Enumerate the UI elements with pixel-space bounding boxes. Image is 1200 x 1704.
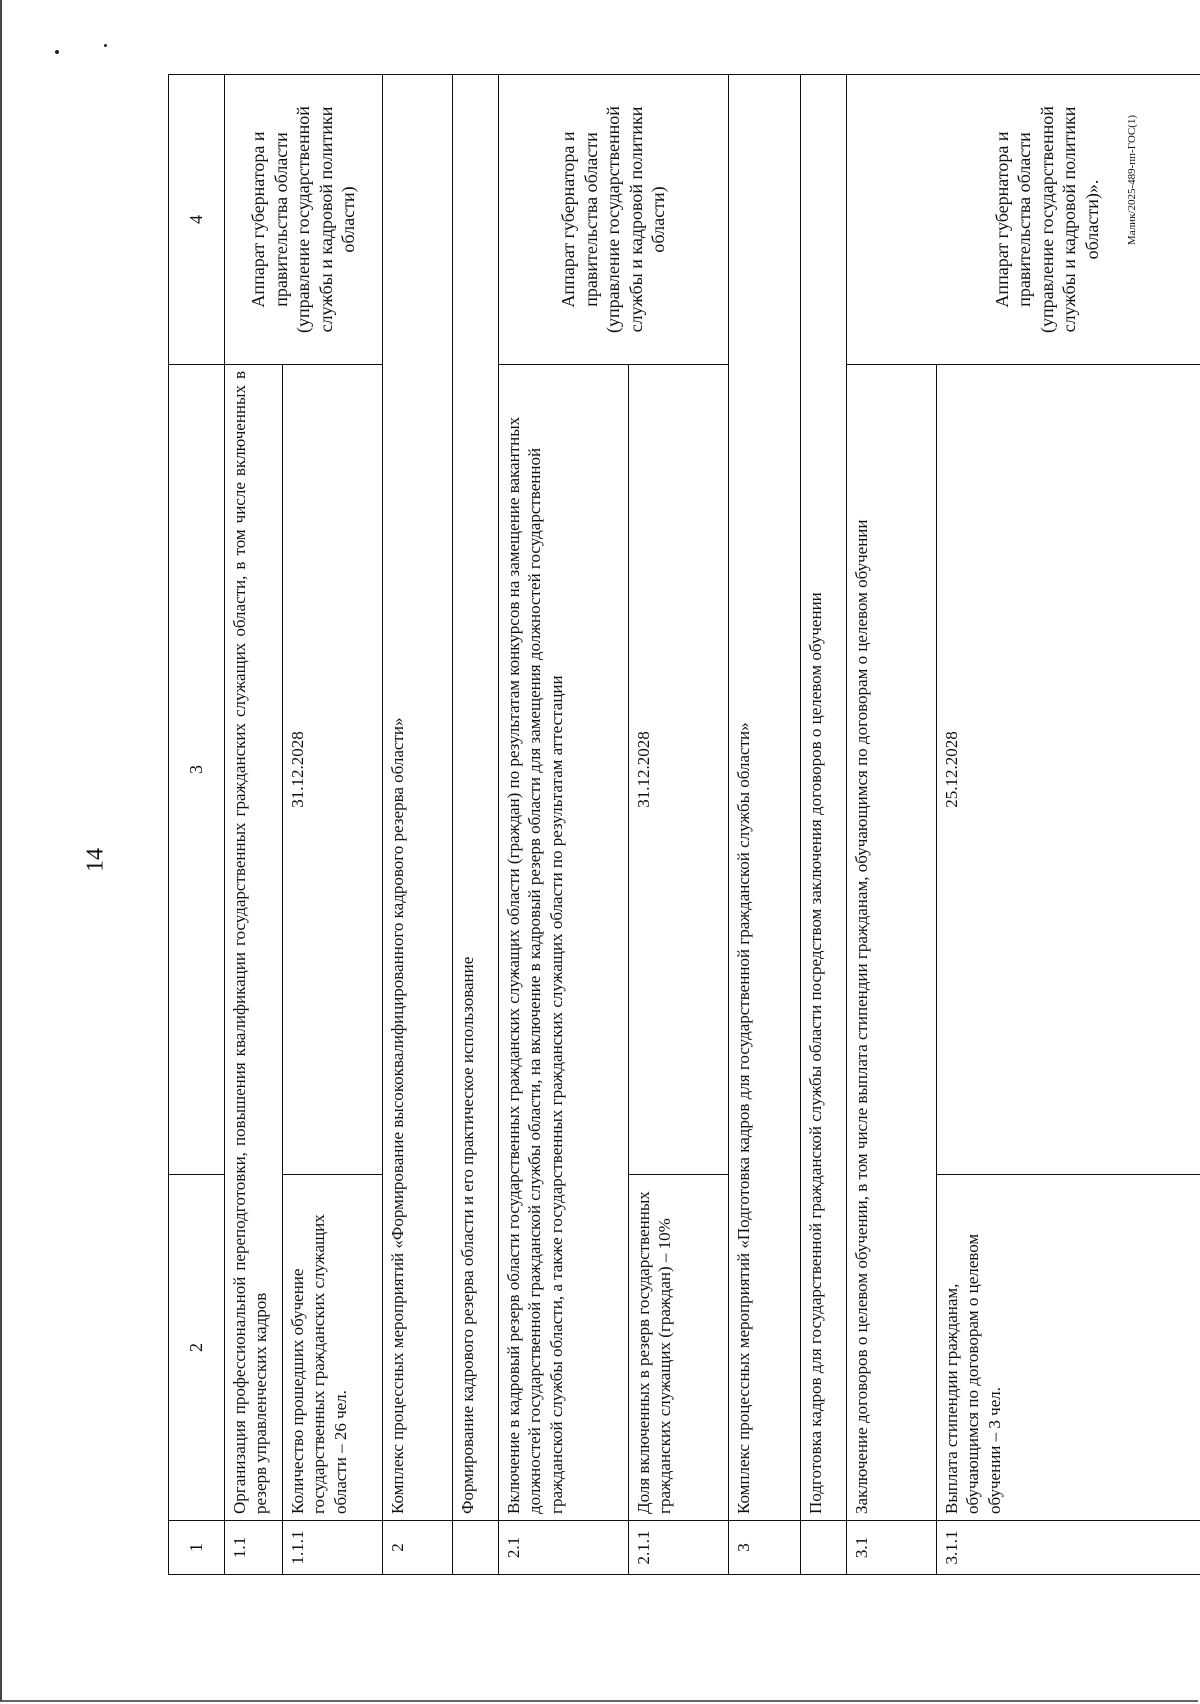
header-col-2: 2 [169, 1175, 225, 1521]
responsible-executor: Аппарат губернатора и правительства области (управление государственной службы и кадровой политики области) [499, 75, 729, 365]
document-code: Малик/2025-489-пп-ГОС(1) [1126, 114, 1138, 246]
table-row [729, 75, 801, 1575]
measure-text: Заключение договоров о целевом обучении, в том числе выплата стипендии гражданам, обучающимся по договорам о целевом обучении [847, 365, 937, 1521]
row-number: 2.1.1 [629, 1521, 729, 1575]
table-row [383, 75, 453, 1575]
measure-text: Включение в кадровый резерв области государственных гражданских служащих области (граждан) по результатам конкурсов на замещение вакантных должностей государственной гражданской службы области, на включение в кадровый резерв области для замещения должностей государственной гражданской службы области, а также государственных гражданских служащих области по результатам аттестации [499, 365, 629, 1521]
measure-text: Организация профессиональной переподготовки, повышения квалификации государственных гражданских служащих области, в том числе включенных в резерв управленческих кадров [225, 365, 283, 1521]
indicator-text: Доля включенных в резерв государственных гражданских служащих (граждан) – 10% [629, 1175, 729, 1521]
table-row [453, 75, 499, 1575]
header-col-4: 4 [169, 75, 225, 365]
scan-speck [104, 44, 107, 47]
row-number: 2.1 [499, 1521, 629, 1575]
table-row [847, 75, 937, 1575]
row-number: 1.1.1 [283, 1521, 383, 1575]
empty-number-cell [801, 1521, 847, 1575]
deadline-date: 31.12.2028 [629, 365, 729, 1175]
deadline-date: 31.12.2028 [283, 365, 383, 1175]
scan-speck [55, 50, 59, 54]
row-number: 3.1.1 [937, 1521, 1200, 1575]
indicator-text: Количество прошедших обучение государственных гражданских служащих области – 26 чел. [283, 1175, 383, 1521]
responsible-executor: Аппарат губернатора и правительства области (управление государственной службы и кадровой политики области) [225, 75, 383, 365]
page-number: 14 [82, 848, 109, 872]
table-row [801, 75, 847, 1575]
table-row [499, 75, 629, 1575]
table-row [225, 75, 283, 1575]
row-number: 3 [729, 1521, 801, 1575]
responsible-executor: Аппарат губернатора и правительства области (управление государственной службы и кадровой политики области)». [847, 75, 1200, 365]
row-number: 3.1 [847, 1521, 937, 1575]
row-number: 2 [383, 1521, 453, 1575]
task-title: Формирование кадрового резерва области и его практическое использование [453, 75, 499, 1521]
indicator-text: Выплата стипендии гражданам, обучающимся по договорам о целевом обучении – 3 чел. [937, 1175, 1200, 1521]
activities-table [168, 75, 1200, 1575]
header-row [169, 75, 225, 1575]
header-col-3: 3 [169, 365, 225, 1175]
row-number: 1.1 [225, 1521, 283, 1575]
program-complex-title: Комплекс процессных мероприятий «Формирование высококвалифицированного кадрового резерва области» [383, 75, 453, 1521]
deadline-date: 25.12.2028 [937, 365, 1200, 1175]
empty-number-cell [453, 1521, 499, 1575]
header-col-1: 1 [169, 1521, 225, 1575]
task-title: Подготовка кадров для государственной гражданской службы области посредством заключения договоров о целевом обучении [801, 75, 847, 1521]
program-complex-title: Комплекс процессных мероприятий «Подготовка кадров для государственной гражданской службы области» [729, 75, 801, 1521]
